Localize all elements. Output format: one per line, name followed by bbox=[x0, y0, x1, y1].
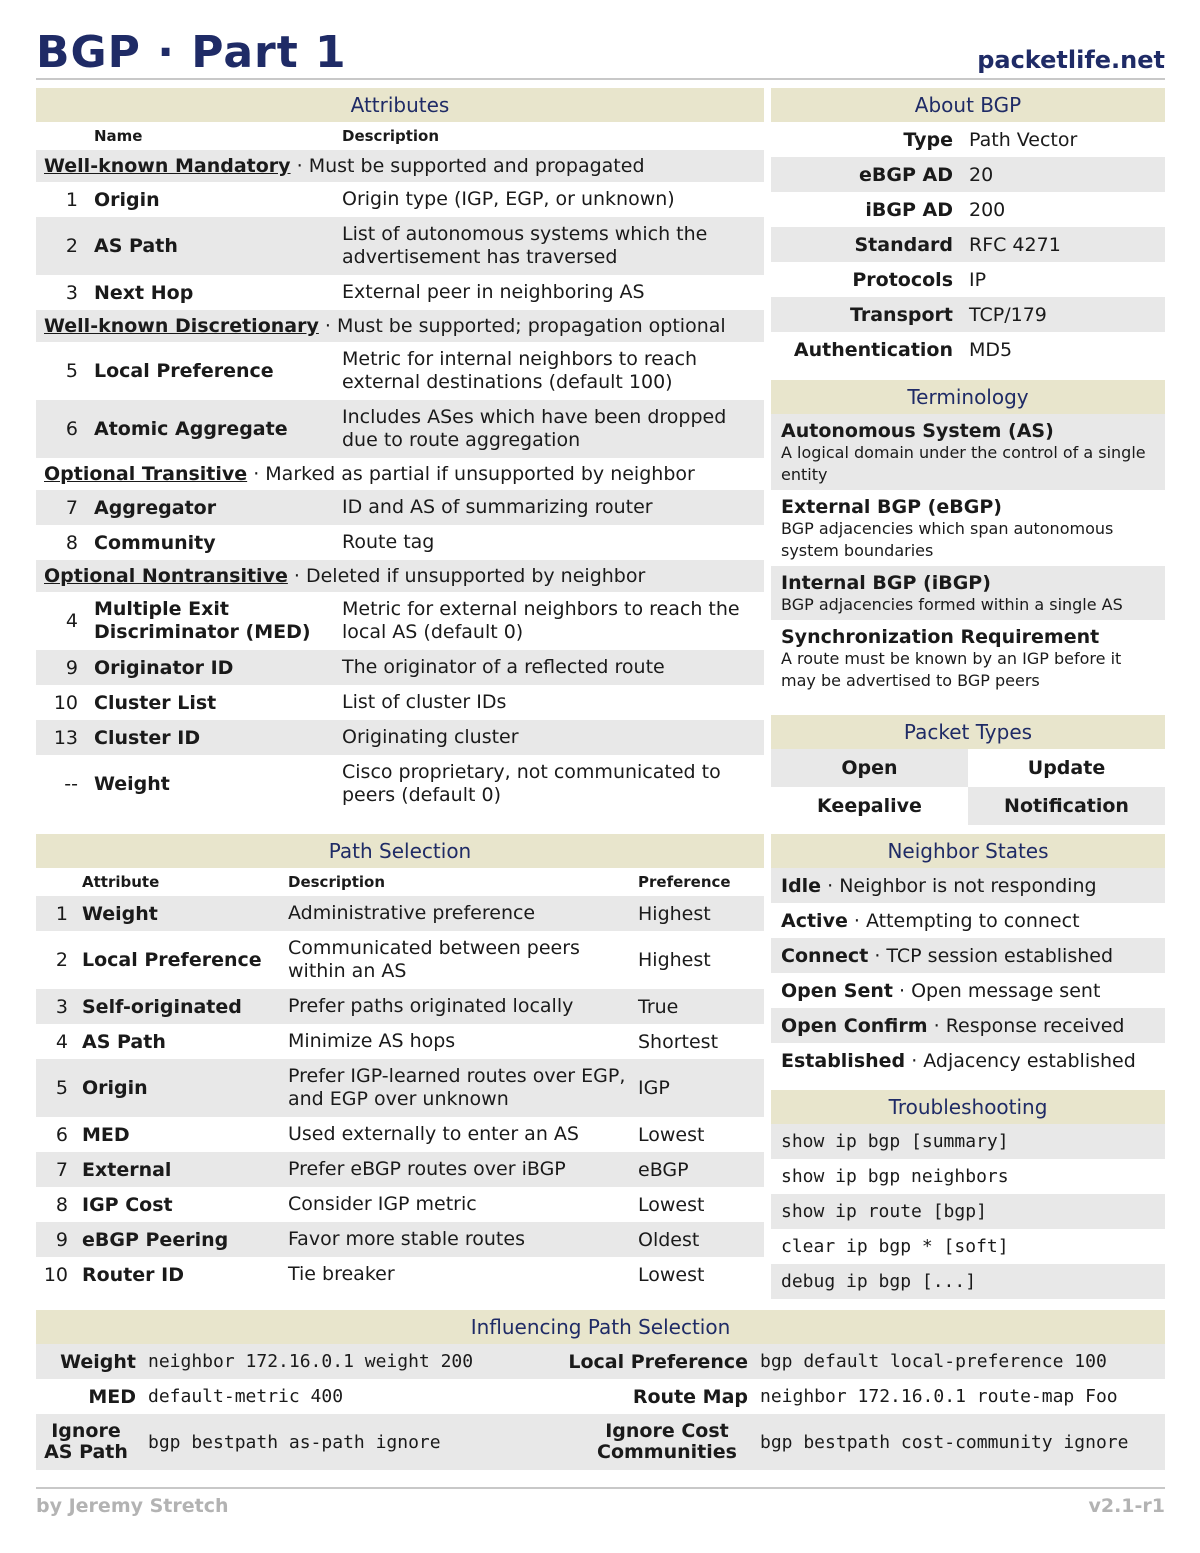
attribute-row bbox=[36, 650, 764, 685]
attributes-column-headers bbox=[36, 122, 764, 150]
group-note: · Must be supported and propagated bbox=[296, 155, 645, 177]
path-attribute: Self-originated bbox=[82, 989, 288, 1024]
path-row bbox=[36, 931, 764, 989]
neighbor-states-title: Neighbor States bbox=[771, 834, 1165, 868]
about-label: Standard bbox=[771, 227, 969, 262]
state-name: Connect bbox=[781, 944, 869, 967]
about-label: Authentication bbox=[793, 338, 953, 361]
influence-label: Ignore AS Path bbox=[36, 1414, 148, 1470]
command: show ip bgp [summary] bbox=[771, 1124, 1165, 1159]
column-description: Description bbox=[288, 873, 386, 891]
packet-type: Update bbox=[968, 749, 1165, 787]
attribute-row bbox=[36, 755, 764, 813]
attribute-group-header bbox=[36, 150, 764, 182]
group-name: Optional Transitive bbox=[44, 463, 248, 485]
about-value: 20 bbox=[969, 157, 1165, 192]
influence-label: Weight bbox=[36, 1344, 148, 1379]
path-selection-table bbox=[36, 868, 764, 1292]
path-step: 3 bbox=[36, 989, 82, 1024]
path-attribute: IGP Cost bbox=[82, 1193, 173, 1216]
path-step: 1 bbox=[36, 896, 82, 931]
attribute-desc: Origin type (IGP, EGP, or unknown) bbox=[342, 188, 675, 210]
influencing-section bbox=[36, 1310, 1165, 1470]
command: show ip bgp neighbors bbox=[781, 1166, 1009, 1187]
about-value: Path Vector bbox=[969, 128, 1078, 151]
attribute-desc: Originating cluster bbox=[342, 720, 764, 755]
neighbor-state-row bbox=[771, 903, 1165, 938]
attribute-name: AS Path bbox=[94, 217, 342, 275]
state-name: Open Confirm bbox=[781, 1014, 928, 1037]
path-step: 7 bbox=[36, 1152, 82, 1187]
path-step: 6 bbox=[55, 1123, 68, 1146]
path-step: 10 bbox=[43, 1263, 68, 1286]
group-name: Well-known Discretionary bbox=[44, 315, 319, 337]
path-pref: True bbox=[638, 989, 764, 1024]
attribute-name: Next Hop bbox=[94, 281, 194, 304]
about-value: 200 bbox=[969, 198, 1006, 221]
influencing-table bbox=[36, 1344, 1165, 1470]
influencing-row bbox=[36, 1414, 1165, 1470]
path-desc: Used externally to enter an AS bbox=[288, 1123, 579, 1145]
influence-command: neighbor 172.16.0.1 route-map Foo bbox=[760, 1386, 1118, 1407]
path-step: 4 bbox=[55, 1030, 68, 1053]
term-desc: BGP adjacencies which span autonomous system boundaries bbox=[781, 519, 1114, 560]
state-name: Established bbox=[781, 1049, 906, 1072]
attribute-code: 2 bbox=[36, 217, 94, 275]
path-desc: Prefer paths originated locally bbox=[288, 989, 638, 1024]
about-value: TCP/179 bbox=[969, 297, 1165, 332]
group-name: Optional Nontransitive bbox=[44, 565, 288, 587]
attribute-row bbox=[36, 182, 764, 217]
neighbor-state-row bbox=[771, 1008, 1165, 1043]
attribute-row bbox=[36, 342, 764, 400]
about-label: eBGP AD bbox=[771, 157, 969, 192]
attribute-desc: Metric for external neighbors to reach the local AS (default 0) bbox=[342, 598, 740, 643]
troubleshooting-section bbox=[771, 1090, 1165, 1299]
group-note: · Marked as partial if unsupported by neighbor bbox=[253, 463, 695, 485]
influencing-row bbox=[36, 1379, 1165, 1414]
about-row bbox=[771, 192, 1165, 227]
path-desc: Prefer eBGP routes over iBGP bbox=[288, 1152, 638, 1187]
influence-label: Ignore Cost Communities bbox=[546, 1414, 760, 1470]
path-attribute: AS Path bbox=[82, 1030, 166, 1053]
term-name: Internal BGP (iBGP) bbox=[781, 572, 991, 594]
path-pref: Lowest bbox=[638, 1193, 705, 1216]
attribute-desc: Includes ASes which have been dropped due to route aggregation bbox=[342, 400, 764, 458]
page-header bbox=[36, 28, 1165, 80]
attribute-code: 10 bbox=[53, 691, 78, 714]
neighbor-states-table bbox=[771, 868, 1165, 1078]
term-desc: BGP adjacencies formed within a single AS bbox=[781, 595, 1123, 614]
path-pref: Highest bbox=[638, 896, 764, 931]
attribute-desc: Route tag bbox=[342, 531, 435, 553]
path-row bbox=[36, 1059, 764, 1117]
group-note: · Deleted if unsupported by neighbor bbox=[293, 565, 646, 587]
neighbor-states-section bbox=[771, 834, 1165, 1078]
about-row bbox=[771, 332, 1165, 367]
version: v2.1-r1 bbox=[1088, 1495, 1165, 1517]
path-attribute: Origin bbox=[82, 1059, 288, 1117]
packet-type: Open bbox=[771, 749, 968, 787]
attribute-name: Community bbox=[94, 531, 216, 554]
path-pref: Highest bbox=[638, 949, 711, 971]
attribute-group-header bbox=[36, 560, 764, 592]
attribute-desc: Cisco proprietary, not communicated to peers (default 0) bbox=[342, 761, 721, 806]
group-name: Well-known Mandatory bbox=[44, 155, 291, 177]
attribute-name: Origin bbox=[94, 188, 160, 211]
attribute-desc: ID and AS of summarizing router bbox=[342, 490, 764, 525]
column-description: Description bbox=[342, 127, 440, 145]
attribute-name: Cluster ID bbox=[94, 720, 342, 755]
packet-types-section bbox=[771, 715, 1165, 825]
influence-label: Route Map bbox=[632, 1385, 748, 1408]
path-row bbox=[36, 1222, 764, 1257]
attribute-code: 8 bbox=[65, 531, 78, 554]
path-row bbox=[36, 1024, 764, 1059]
troubleshooting-title: Troubleshooting bbox=[771, 1090, 1165, 1124]
path-attribute: Weight bbox=[82, 896, 288, 931]
path-step: 5 bbox=[36, 1059, 82, 1117]
influence-command: default-metric 400 bbox=[148, 1386, 344, 1407]
influence-command: bgp default local-preference 100 bbox=[760, 1344, 1165, 1379]
packet-type: Notification bbox=[968, 787, 1165, 825]
neighbor-state-row bbox=[771, 868, 1165, 903]
term-name: External BGP (eBGP) bbox=[781, 496, 1002, 518]
term-item bbox=[771, 620, 1165, 696]
neighbor-state-row bbox=[771, 973, 1165, 1008]
attribute-name: Aggregator bbox=[94, 490, 342, 525]
path-pref: Oldest bbox=[638, 1222, 764, 1257]
path-row bbox=[36, 989, 764, 1024]
attribute-code: 3 bbox=[65, 281, 78, 304]
attribute-row bbox=[36, 400, 764, 458]
attribute-group-header bbox=[36, 310, 764, 342]
state-name: Open Sent bbox=[781, 979, 893, 1002]
attributes-table bbox=[36, 122, 764, 813]
about-table bbox=[771, 122, 1165, 367]
packet-types-table bbox=[771, 749, 1165, 825]
term-name: Autonomous System (AS) bbox=[781, 420, 1054, 442]
path-pref: Lowest bbox=[638, 1263, 705, 1286]
terminology-title: Terminology bbox=[771, 380, 1165, 414]
attribute-row bbox=[36, 275, 764, 310]
attribute-desc: External peer in neighboring AS bbox=[342, 281, 645, 303]
influence-command: bgp bestpath cost-community ignore bbox=[760, 1414, 1165, 1470]
attribute-desc: Metric for internal neighbors to reach external destinations (default 100) bbox=[342, 348, 698, 393]
attribute-name: Originator ID bbox=[94, 650, 342, 685]
about-label: iBGP AD bbox=[865, 198, 953, 221]
influencing-row bbox=[36, 1344, 1165, 1379]
attribute-group-header bbox=[36, 458, 764, 490]
attribute-row bbox=[36, 685, 764, 720]
command: debug ip bgp [...] bbox=[771, 1264, 1165, 1299]
attribute-name: Weight bbox=[94, 773, 170, 795]
attribute-code: 9 bbox=[36, 650, 94, 685]
troubleshooting-table bbox=[771, 1124, 1165, 1299]
attribute-desc: List of autonomous systems which the advertisement has traversed bbox=[342, 217, 764, 275]
path-desc: Communicated between peers within an AS bbox=[288, 937, 580, 982]
path-desc: Minimize AS hops bbox=[288, 1030, 456, 1052]
group-note: · Must be supported; propagation optional bbox=[324, 315, 726, 337]
attribute-name: Cluster List bbox=[94, 691, 217, 714]
site-name: packetlife.net bbox=[977, 46, 1165, 74]
attribute-row bbox=[36, 525, 764, 560]
column-name: Name bbox=[94, 127, 143, 145]
influencing-title: Influencing Path Selection bbox=[36, 1310, 1165, 1344]
attribute-name: Multiple Exit Discriminator (MED) bbox=[94, 598, 311, 643]
path-attribute: eBGP Peering bbox=[82, 1222, 288, 1257]
term-item bbox=[771, 490, 1165, 566]
about-value: MD5 bbox=[969, 338, 1013, 361]
path-attribute: Local Preference bbox=[82, 949, 262, 971]
packet-types-title: Packet Types bbox=[771, 715, 1165, 749]
attribute-desc: The originator of a reflected route bbox=[342, 650, 764, 685]
state-desc: · TCP session established bbox=[874, 944, 1114, 967]
about-value: RFC 4271 bbox=[969, 227, 1165, 262]
path-row bbox=[36, 896, 764, 931]
column-attribute: Attribute bbox=[82, 873, 160, 891]
attribute-row bbox=[36, 490, 764, 525]
page-footer bbox=[36, 1487, 1165, 1529]
term-item bbox=[771, 414, 1165, 490]
term-item bbox=[771, 566, 1165, 620]
influence-label: MED bbox=[88, 1385, 136, 1408]
page-title: BGP · Part 1 bbox=[36, 27, 347, 78]
attribute-name: Atomic Aggregate bbox=[94, 400, 342, 458]
author: by Jeremy Stretch bbox=[36, 1495, 229, 1517]
path-selection-column-headers bbox=[36, 868, 764, 896]
state-desc: · Adjacency established bbox=[911, 1049, 1136, 1072]
path-row bbox=[36, 1257, 764, 1292]
path-desc: Consider IGP metric bbox=[288, 1193, 477, 1215]
attribute-code: 1 bbox=[65, 188, 78, 211]
path-pref: eBGP bbox=[638, 1152, 764, 1187]
attribute-name: Local Preference bbox=[94, 360, 274, 382]
about-row bbox=[771, 157, 1165, 192]
about-label: Transport bbox=[771, 297, 969, 332]
path-attribute: MED bbox=[82, 1123, 130, 1146]
attribute-code: 13 bbox=[36, 720, 94, 755]
attribute-code: 5 bbox=[65, 360, 78, 382]
attributes-section bbox=[36, 88, 764, 813]
packet-type: Keepalive bbox=[771, 787, 968, 825]
path-pref: IGP bbox=[638, 1059, 764, 1117]
attribute-desc: List of cluster IDs bbox=[342, 691, 507, 713]
path-desc: Administrative preference bbox=[288, 896, 638, 931]
influence-label: Local Preference bbox=[546, 1344, 760, 1379]
path-row bbox=[36, 1187, 764, 1222]
command: show ip route [bgp] bbox=[771, 1194, 1165, 1229]
attribute-code: 7 bbox=[36, 490, 94, 525]
about-title: About BGP bbox=[771, 88, 1165, 122]
about-row bbox=[771, 122, 1165, 157]
influence-command: neighbor 172.16.0.1 weight 200 bbox=[148, 1344, 546, 1379]
neighbor-state-row bbox=[771, 1043, 1165, 1078]
column-preference: Preference bbox=[638, 873, 731, 891]
state-desc: · Response received bbox=[933, 1014, 1125, 1037]
term-name: Synchronization Requirement bbox=[781, 626, 1100, 648]
path-row bbox=[36, 1152, 764, 1187]
about-section bbox=[771, 88, 1165, 367]
term-desc: A route must be known by an IGP before it may be advertised to BGP peers bbox=[781, 649, 1122, 690]
path-attribute: External bbox=[82, 1152, 288, 1187]
path-step: 8 bbox=[55, 1193, 68, 1216]
term-desc: A logical domain under the control of a single entity bbox=[781, 443, 1146, 484]
about-label: Type bbox=[903, 128, 953, 151]
about-row bbox=[771, 227, 1165, 262]
about-row bbox=[771, 262, 1165, 297]
path-desc: Tie breaker bbox=[288, 1263, 395, 1285]
attribute-code: 6 bbox=[36, 400, 94, 458]
terminology-section bbox=[771, 380, 1165, 696]
path-selection-title: Path Selection bbox=[36, 834, 764, 868]
state-name: Idle bbox=[781, 874, 822, 897]
path-selection-section bbox=[36, 834, 764, 1292]
state-desc: · Attempting to connect bbox=[853, 909, 1080, 932]
path-row bbox=[36, 1117, 764, 1152]
attribute-row bbox=[36, 720, 764, 755]
about-value: IP bbox=[969, 268, 987, 291]
attribute-code: 4 bbox=[65, 610, 78, 632]
path-step: 2 bbox=[55, 949, 68, 971]
path-desc: Prefer IGP-learned routes over EGP, and EGP over unknown bbox=[288, 1059, 638, 1117]
state-desc: · Neighbor is not responding bbox=[827, 874, 1097, 897]
influence-command: bgp bestpath as-path ignore bbox=[148, 1414, 546, 1470]
neighbor-state-row bbox=[771, 938, 1165, 973]
state-desc: · Open message sent bbox=[899, 979, 1101, 1002]
path-pref: Lowest bbox=[638, 1123, 705, 1146]
path-pref: Shortest bbox=[638, 1030, 719, 1053]
path-desc: Favor more stable routes bbox=[288, 1222, 638, 1257]
about-label: Protocols bbox=[852, 268, 953, 291]
attribute-code: -- bbox=[64, 773, 78, 795]
attribute-row bbox=[36, 217, 764, 275]
about-row bbox=[771, 297, 1165, 332]
path-attribute: Router ID bbox=[82, 1263, 185, 1286]
attributes-title: Attributes bbox=[36, 88, 764, 122]
attribute-row bbox=[36, 592, 764, 650]
command: clear ip bgp * [soft] bbox=[781, 1236, 1009, 1257]
state-name: Active bbox=[781, 909, 848, 932]
path-step: 9 bbox=[36, 1222, 82, 1257]
